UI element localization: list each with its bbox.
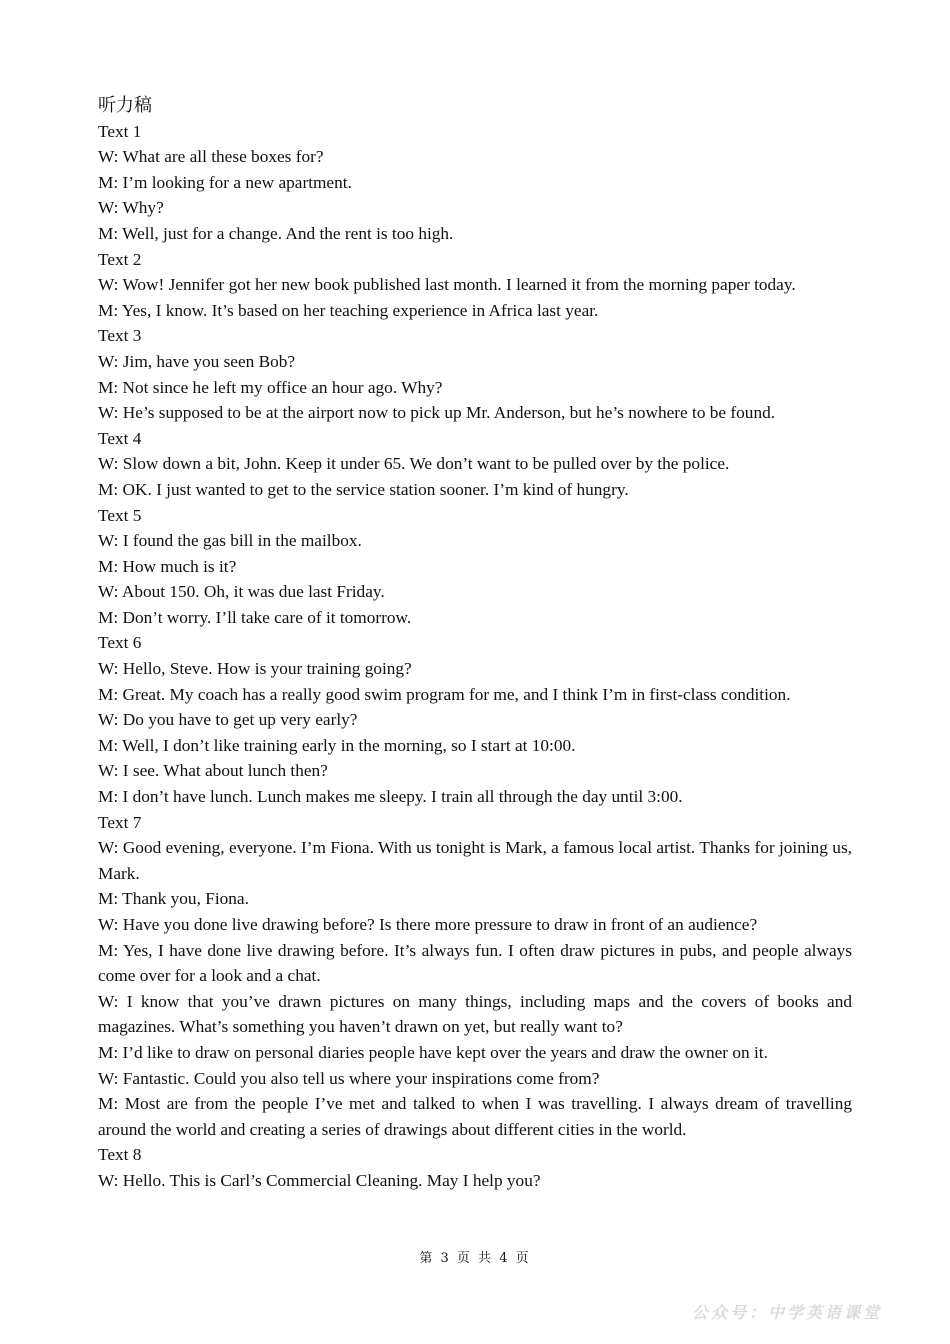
transcript-line: M: Great. My coach has a really good swim program for me, and I think I’m in first-class condition.: [98, 684, 791, 704]
transcript-line: Text 5: [98, 505, 142, 525]
transcript-line: W: Jim, have you seen Bob?: [98, 351, 296, 371]
watermark: 公众号：中学英语课堂: [691, 1303, 882, 1322]
transcript-line: M: How much is it?: [98, 556, 237, 576]
transcript-line: M: Most are from the people I’ve met and talked to when I was travelling. I always dream of travelling around the world and creating a series of drawings about different cities in the world.: [98, 1094, 852, 1139]
transcript-line: M: Not since he left my office an hour ago. Why?: [98, 377, 443, 397]
page-number-footer: 第 3 页 共 4 页: [419, 1251, 531, 1266]
transcript-line: M: I’m looking for a new apartment.: [98, 172, 352, 192]
transcript-line: M: Well, just for a change. And the rent is too high.: [98, 223, 454, 243]
transcript-line: Text 6: [98, 633, 142, 653]
transcript-line: Text 1: [98, 121, 142, 141]
transcript-line: M: I’d like to draw on personal diaries people have kept over the years and draw the owner on it.: [98, 1042, 768, 1062]
transcript-line: W: Slow down a bit, John. Keep it under 65. We don’t want to be pulled over by the police.: [98, 454, 730, 474]
transcript-line: M: Yes, I have done live drawing before. It’s always fun. I often draw pictures in pubs, and people always come over for a look and a chat.: [98, 940, 852, 986]
transcript-line: M: I don’t have lunch. Lunch makes me sleepy. I train all through the day until 3:00.: [98, 787, 683, 807]
transcript-line: W: Hello. This is Carl’s Commercial Cleaning. May I help you?: [98, 1170, 541, 1190]
transcript-line: M: OK. I just wanted to get to the service station sooner. I’m kind of hungry.: [98, 479, 629, 499]
transcript-line: W: I found the gas bill in the mailbox.: [98, 531, 362, 551]
transcript-line: W: What are all these boxes for?: [98, 147, 324, 167]
transcript-line: W: I see. What about lunch then?: [98, 761, 328, 781]
transcript-line: W: He’s supposed to be at the airport now to pick up Mr. Anderson, but he’s nowhere to be found.: [98, 403, 776, 423]
transcript-line: W: Hello, Steve. How is your training going?: [98, 659, 412, 679]
transcript-line: M: Well, I don’t like training early in the morning, so I start at 10:00.: [98, 735, 576, 755]
transcript-line: Text 8: [98, 1145, 142, 1165]
transcript-line: M: Don’t worry. I’ll take care of it tomorrow.: [98, 607, 412, 627]
transcript-body: [98, 119, 852, 1194]
transcript-line: W: Fantastic. Could you also tell us where your inspirations come from?: [98, 1068, 600, 1088]
transcript-line: W: Do you have to get up very early?: [98, 710, 358, 730]
transcript-line: W: Why?: [98, 198, 164, 218]
transcript-line: W: About 150. Oh, it was due last Friday.: [98, 582, 385, 602]
transcript-page: [98, 93, 852, 1194]
transcript-line: M: Thank you, Fiona.: [98, 889, 249, 909]
document-title: 听力稿: [98, 95, 152, 115]
transcript-line: Text 7: [98, 812, 142, 832]
transcript-line: W: Wow! Jennifer got her new book published last month. I learned it from the morning paper today.: [98, 275, 796, 295]
transcript-line: W: Have you done live drawing before? Is there more pressure to draw in front of an audience?: [98, 915, 758, 934]
transcript-line: W: I know that you’ve drawn pictures on many things, including maps and the covers of books and magazines. What’s something you haven’t drawn on yet, but really want to?: [98, 991, 852, 1037]
transcript-line: Text 4: [98, 428, 142, 448]
transcript-line: Text 2: [98, 249, 142, 269]
transcript-line: W: Good evening, everyone. I’m Fiona. With us tonight is Mark, a famous local artist. Thanks for joining us, Mark.: [98, 838, 852, 883]
transcript-line: Text 3: [98, 326, 142, 346]
transcript-line: M: Yes, I know. It’s based on her teaching experience in Africa last year.: [98, 300, 599, 320]
